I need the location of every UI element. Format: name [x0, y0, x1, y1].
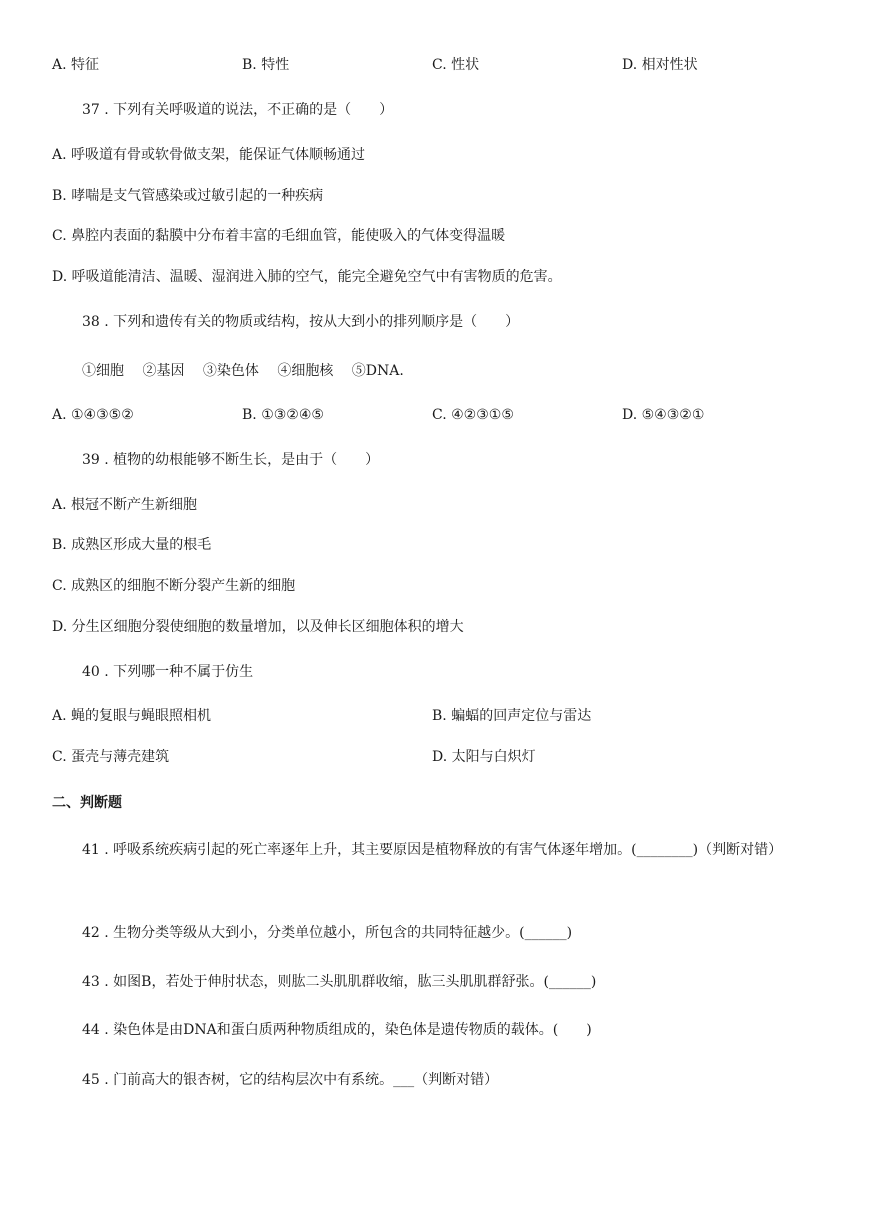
- q36-option-c: C. 性状: [432, 57, 480, 73]
- q40-option-a: A. 蝇的复眼与蝇眼照相机: [52, 708, 212, 724]
- judge-question-42: 42 . 生物分类等级从大到小，分类单位越小，所包含的共同特征越少。(______): [82, 925, 573, 941]
- q37-option-b: B. 哮喘是支气管感染或过敏引起的一种疾病: [52, 188, 324, 204]
- q36-option-d: D. 相对性状: [622, 57, 698, 73]
- q36-option-b: B. 特性: [242, 57, 290, 73]
- q37-option-a: A. 呼吸道有骨或软骨做支架，能保证气体顺畅通过: [52, 147, 366, 163]
- judge-question-44: 44 . 染色体是由DNA和蛋白质两种物质组成的，染色体是遗传物质的载体。( ): [82, 1022, 592, 1038]
- q38-option-b: B. ①③②④⑤: [242, 407, 324, 423]
- section-heading: 二、判断题: [52, 795, 122, 811]
- q39-stem: 39 . 植物的幼根能够不断生长，是由于（ ）: [82, 452, 380, 468]
- q37-stem: 37 . 下列有关呼吸道的说法，不正确的是（ ）: [82, 102, 394, 118]
- q38-option-a: A. ①④③⑤②: [52, 407, 134, 423]
- q38-stem: 38 . 下列和遗传有关的物质或结构，按从大到小的排列顺序是（ ）: [82, 314, 520, 330]
- q39-option-c: C. 成熟区的细胞不断分裂产生新的细胞: [52, 578, 296, 594]
- judge-question-45: 45 . 门前高大的银杏树，它的结构层次中有系统。___（判断对错）: [82, 1072, 499, 1088]
- q40-option-d: D. 太阳与白炽灯: [432, 749, 536, 765]
- q36-option-a: A. 特征: [52, 57, 100, 73]
- judge-question-41: 41 . 呼吸系统疾病引起的死亡率逐年上升，其主要原因是植物释放的有害气体逐年增加。(________)（判断对错）: [82, 842, 783, 858]
- q38-option-c: C. ④②③①⑤: [432, 407, 514, 423]
- q40-option-b: B. 蝙蝠的回声定位与雷达: [432, 708, 592, 724]
- judge-question-43: 43 . 如图B，若处于伸肘状态，则肱二头肌肌群收缩，肱三头肌肌群舒张。(______): [82, 974, 597, 990]
- q37-option-c: C. 鼻腔内表面的黏膜中分布着丰富的毛细血管，能使吸入的气体变得温暖: [52, 228, 506, 244]
- q39-option-d: D. 分生区细胞分裂使细胞的数量增加，以及伸长区细胞体积的增大: [52, 619, 464, 635]
- q40-stem: 40 . 下列哪一种不属于仿生: [82, 664, 254, 680]
- q38-option-d: D. ⑤④③②①: [622, 407, 705, 423]
- q40-option-c: C. 蛋壳与薄壳建筑: [52, 749, 170, 765]
- q39-option-a: A. 根冠不断产生新细胞: [52, 497, 198, 513]
- q38-items: ①细胞 ②基因 ③染色体 ④细胞核 ⑤DNA.: [82, 363, 404, 379]
- q37-option-d: D. 呼吸道能清洁、温暖、湿润进入肺的空气，能完全避免空气中有害物质的危害。: [52, 269, 562, 285]
- q39-option-b: B. 成熟区形成大量的根毛: [52, 537, 212, 553]
